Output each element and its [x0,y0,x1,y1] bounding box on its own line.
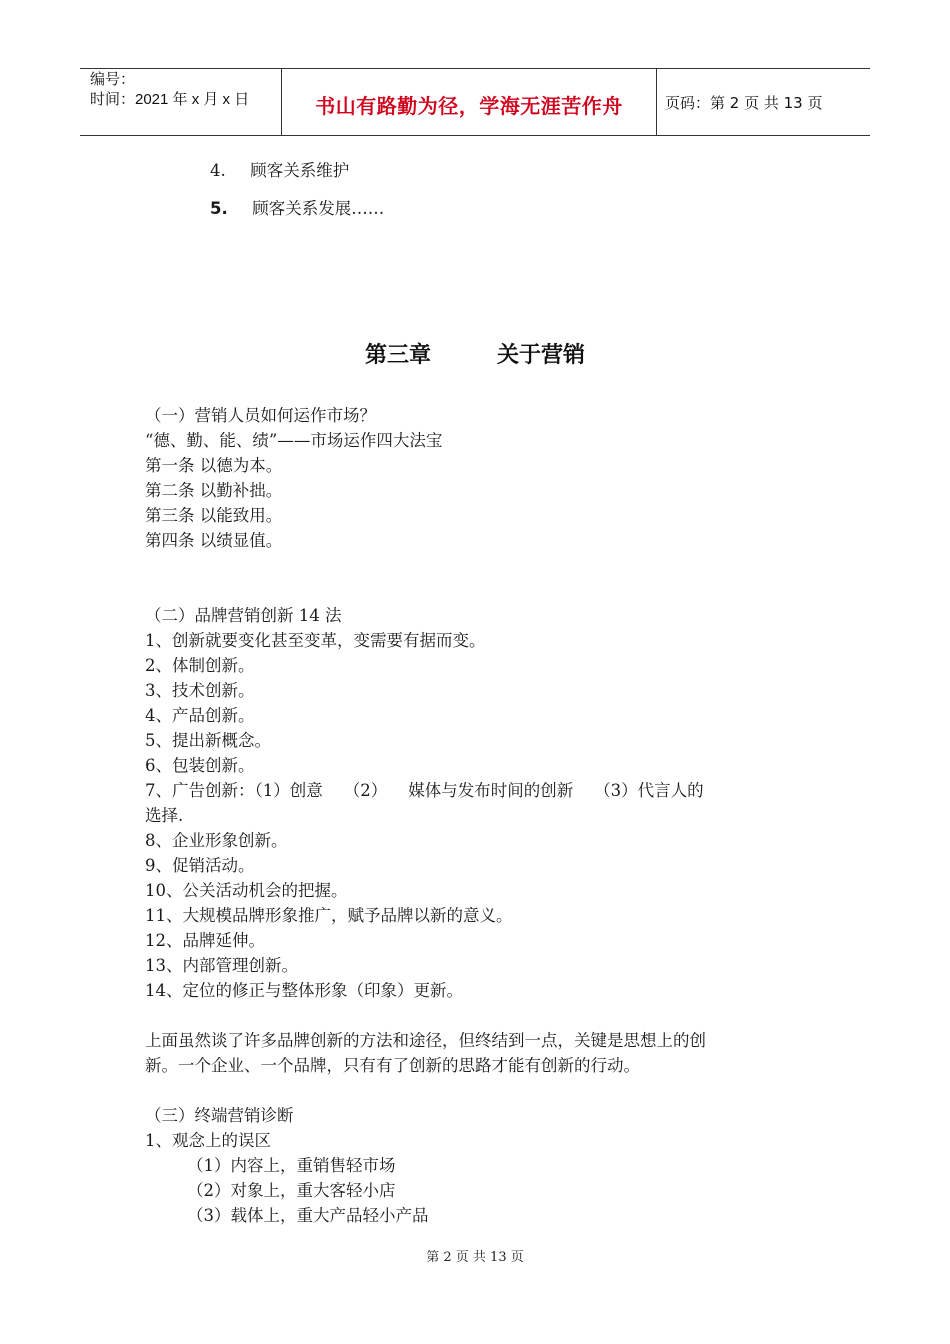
list-item: 3、技术创新。 [145,681,255,700]
list-item: 2、体制创新。 [145,656,255,675]
page-footer: 第 2 页 共 13 页 [426,1250,524,1265]
list-item [210,196,384,221]
list-item [210,158,349,183]
header-divider-2 [656,68,657,136]
date-label: 时间：2021 年 x 月 x 日 [90,91,250,108]
list-item: 10、公关活动机会的把握。 [145,881,348,900]
list-item: 8、企业形象创新。 [145,831,288,850]
section-heading: （二）品牌营销创新 14 法 [145,606,342,625]
chapter-number: 第三章 [364,343,431,368]
summary-paragraph-line: 新。一个企业、一个品牌，只有有了创新的思路才能有创新的行动。 [145,1056,640,1075]
rule-item: 第三条 以能致用。 [145,506,283,525]
document-header [80,68,870,136]
chapter-title [0,338,950,369]
header-top-rule [80,68,870,69]
section-heading: （三）终端营销诊断 [145,1106,294,1125]
list-item: 13、内部管理创新。 [145,956,298,975]
list-item: 6、包装创新。 [145,756,255,775]
list-item: 7、广告创新：（1）创意 （2） 媒体与发布时间的创新 （3）代言人的 [145,781,704,800]
list-item: 11、大规模品牌形象推广，赋予品牌以新的意义。 [145,906,513,925]
list-item: 9、促销活动。 [145,856,255,875]
list-number: 5. [210,199,228,218]
list-item: 4、产品创新。 [145,706,255,725]
list-item: 12、品牌延伸。 [145,931,265,950]
header-page-info: 页码：第 2 页 共 13 页 [665,94,823,112]
rule-item: 第一条 以德为本。 [145,456,283,475]
header-bottom-rule [80,135,870,136]
sub-list-item: （2）对象上，重大客轻小店 [187,1181,396,1200]
list-number: 4. [210,161,226,180]
list-text: 顾客关系发展…… [252,199,385,218]
list-item: 5、提出新概念。 [145,731,271,750]
header-meta [90,70,249,110]
list-item: 14、定位的修正与整体形象（印象）更新。 [145,981,463,1000]
serial-label: 编号： [90,71,136,88]
list-text: 顾客关系维护 [250,161,350,180]
section-heading: （一）营销人员如何运作市场？ [145,406,376,425]
chapter-name: 关于营销 [497,343,586,368]
summary-paragraph-line: 上面虽然谈了许多品牌创新的方法和途径，但终结到一点，关键是思想上的创 [145,1031,706,1050]
rule-item: 第二条 以勤补拙。 [145,481,283,500]
header-motto: 书山有路勤为径，学海无涯苦作舟 [315,94,623,118]
sub-list-item: （3）载体上，重大产品轻小产品 [187,1206,429,1225]
section-subtitle: “德、勤、能、绩”——市场运作四大法宝 [145,431,443,450]
rule-item: 第四条 以绩显值。 [145,531,283,550]
list-item-continued: 选择. [145,806,184,825]
sub-list-item: （1）内容上，重销售轻市场 [187,1156,396,1175]
list-item: 1、观念上的误区 [145,1131,271,1150]
list-item: 1、创新就要变化甚至变革，变需要有据而变。 [145,631,486,650]
